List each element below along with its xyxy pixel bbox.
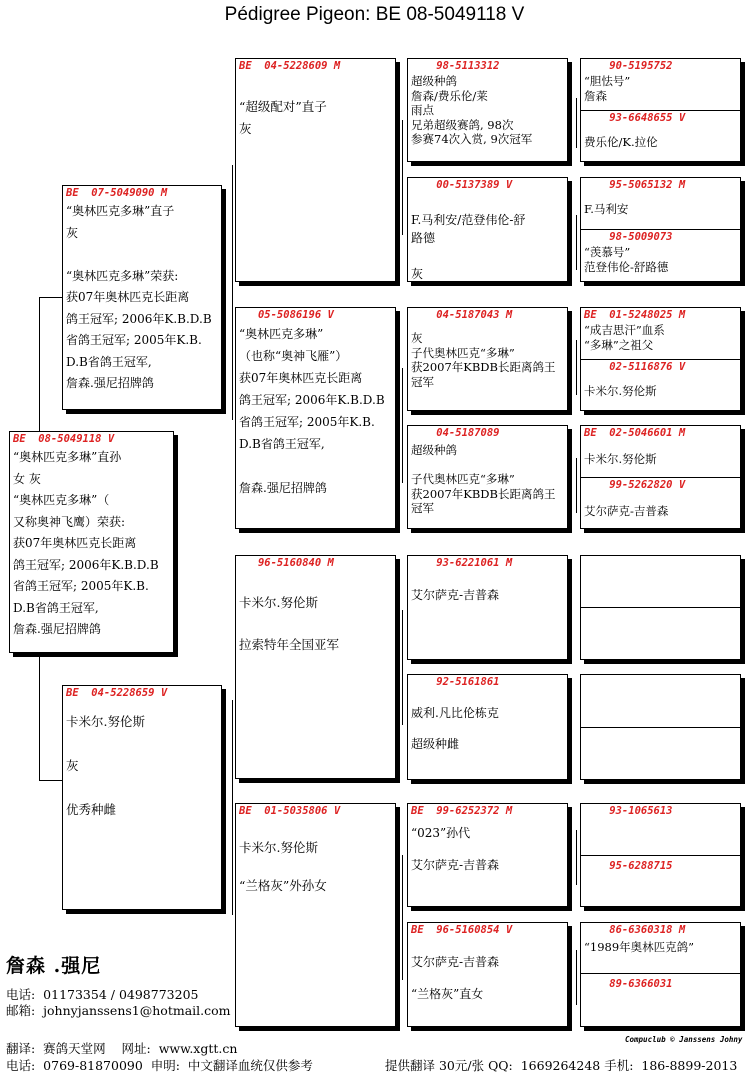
ring-number: 95-6288715 xyxy=(584,860,673,872)
gen5-lower-entry xyxy=(581,229,740,276)
grandparent-card xyxy=(235,307,396,529)
connector-line xyxy=(39,780,62,781)
ring-number: 02-5116876 V xyxy=(584,361,686,373)
pigeon-description: 艾尔萨克-吉普森 xyxy=(411,588,500,602)
ring-number: 96-5160840 M xyxy=(239,557,334,569)
great-grandparent-card xyxy=(407,922,568,1027)
ring-number: 98-5009073 xyxy=(584,231,673,243)
ring-number: 98-5113312 xyxy=(411,60,500,72)
ring-number: 93-6221061 M xyxy=(411,557,513,569)
pigeon-description: “奥林匹克多琳”直孙 女 灰 “奥林匹克多琳”（ 又称奥神飞鹰）荣获: 获07年奥林匹克长距离 鸽王冠军; 2006年K.B.D.B 省鸽王冠军; 2005年K.B. D.B省鸽王冠军, 詹森.强尼招牌鸽 xyxy=(13,450,159,636)
great-grandparent-card xyxy=(407,58,568,162)
pigeon-description: 艾尔萨克-吉普森 “兰格灰”直女 xyxy=(411,955,500,1001)
translation-credit: 翻译: 赛鸽天堂网 网址: www.xgtt.cn xyxy=(6,1041,238,1056)
pigeon-description: 卡米尔.努伦斯 xyxy=(584,384,657,398)
ring-number: 05-5086196 V xyxy=(239,309,334,321)
pigeon-description: “胆怯号” 詹森 xyxy=(584,74,631,103)
great-grandparent-card xyxy=(407,674,568,780)
connector-line xyxy=(576,830,577,885)
connector-line xyxy=(402,855,403,980)
grandparent-card xyxy=(235,555,396,779)
gen5-pair-card xyxy=(580,803,741,907)
great-grandparent-card xyxy=(407,177,568,282)
great-grandparent-card xyxy=(407,555,568,660)
ring-number: 00-5137389 V xyxy=(411,179,513,191)
gen5-pair-card xyxy=(580,177,741,282)
pigeon-description: 超级种鸽 詹森/费乐伦/莱 雨点 兄弟超级赛鸽, 98次 参赛74次入赏, 9次冠军 xyxy=(411,74,533,146)
gen5-pair-card xyxy=(580,58,741,162)
pigeon-description: 卡米尔.努伦斯 拉索特年全国亚军 xyxy=(239,595,340,652)
breeder-email: 邮箱: johnyjanssens1@hotmail.com xyxy=(6,1003,231,1018)
pigeon-description: “羡慕号” 范登伟伦-舒路德 xyxy=(584,245,669,274)
pigeon-description: 艾尔萨克-吉普森 xyxy=(584,504,669,518)
pigeon-description: 卡米尔.努伦斯 “兰格灰”外孙女 xyxy=(239,840,327,893)
connector-line xyxy=(402,120,403,235)
pigeon-description: F.马利安 xyxy=(584,202,629,216)
pigeon-description: 卡米尔.努伦斯 xyxy=(584,452,657,466)
gen5-lower-entry xyxy=(581,727,740,728)
pigeon-description: “1989年奥林匹克鸽” xyxy=(584,940,695,954)
sire-card xyxy=(62,185,222,410)
pigeon-description: “超级配对”直子 灰 xyxy=(239,99,327,136)
ring-number: BE 08-5049118 V xyxy=(13,433,115,445)
pigeon-description: F.马利安/范登伟伦-舒 路德 灰 xyxy=(411,213,526,281)
subject-card xyxy=(9,431,174,653)
pigeon-description: “奥林匹克多琳”直子 灰 “奥林匹克多琳”荣获: 获07年奥林匹克长距离 鸽王冠军; 2006年K.B.D.B 省鸽王冠军; 2005年K.B. D.B省鸽王冠军, 詹森.强尼招牌鸽 xyxy=(66,204,212,390)
pigeon-description: 超级种鸽 子代奥林匹克“多琳” 获2007年KBDB长距离鸽王 冠军 xyxy=(411,443,556,515)
pigeon-description: “成吉思汗”血系 “多琳”之祖父 xyxy=(584,323,665,352)
ring-number: 93-6648655 V xyxy=(584,112,686,124)
ring-number: BE 01-5035806 V xyxy=(239,805,341,817)
gen5-lower-entry xyxy=(581,477,740,519)
connector-line xyxy=(402,368,403,483)
ring-number: 92-5161861 xyxy=(411,676,500,688)
connector-line xyxy=(39,652,40,780)
pigeon-description: “奥林匹克多琳” （也称“奥神飞雁”） 获07年奥林匹克长距离 鸽王冠军; 2006年K.B.D.B 省鸽王冠军; 2005年K.B. D.B省鸽王冠军, 詹森.强尼招牌鸽 xyxy=(239,327,385,495)
ring-number: BE 02-5046601 M xyxy=(584,427,686,439)
connector-line xyxy=(232,165,233,420)
dam-card xyxy=(62,685,222,910)
gen5-lower-entry xyxy=(581,359,740,399)
grandparent-card xyxy=(235,803,396,1027)
page-title: Pédigree Pigeon: BE 08-5049118 V xyxy=(224,4,525,25)
breeder-phone: 电话: 01173354 / 0498773205 xyxy=(6,987,199,1002)
gen5-lower-entry xyxy=(581,973,740,991)
great-grandparent-card xyxy=(407,307,568,411)
pigeon-description: 灰 子代奥林匹克“多琳” 获2007年KBDB长距离鸽王 冠军 xyxy=(411,331,556,389)
translation-price: 提供翻译 30元/张 QQ: 1669264248 手机: 186-8899-2013 xyxy=(385,1058,738,1073)
ring-number: 04-5187089 xyxy=(411,427,500,439)
ring-number: 86-6360318 M xyxy=(584,924,686,936)
great-grandparent-card xyxy=(407,425,568,529)
ring-number: 90-5195752 xyxy=(584,60,673,72)
connector-line xyxy=(576,98,577,148)
connector-line xyxy=(576,458,577,513)
grandparent-card xyxy=(235,58,396,282)
connector-line xyxy=(39,297,62,298)
connector-line xyxy=(232,700,233,915)
ring-number: BE 96-5160854 V xyxy=(411,924,513,936)
connector-line xyxy=(402,610,403,725)
ring-number: BE 99-6252372 M xyxy=(411,805,513,817)
gen5-pair-card xyxy=(580,307,741,411)
ring-number: BE 04-5228659 V xyxy=(66,687,168,699)
gen5-pair-card xyxy=(580,555,741,660)
pigeon-description: “023”孙代 艾尔萨克-吉普森 xyxy=(411,826,500,872)
ring-number: 99-5262820 V xyxy=(584,479,686,491)
software-credit: Compuclub © Janssens Johny xyxy=(625,1035,743,1044)
connector-line xyxy=(576,340,577,395)
pigeon-description: 费乐伦/K.拉伦 xyxy=(584,135,658,149)
gen5-pair-card xyxy=(580,674,741,780)
ring-number: 04-5187043 M xyxy=(411,309,513,321)
ring-number: 89-6366031 xyxy=(584,978,673,990)
connector-line xyxy=(39,297,40,432)
ring-number: BE 04-5228609 M xyxy=(239,60,341,72)
gen5-lower-entry xyxy=(581,110,740,150)
gen5-lower-entry xyxy=(581,607,740,608)
connector-line xyxy=(576,950,577,1005)
ring-number: BE 07-5049090 M xyxy=(66,187,168,199)
gen5-lower-entry xyxy=(581,855,740,873)
pigeon-description: 威利.凡比伦栋克 超级种雌 xyxy=(411,705,499,751)
connector-line xyxy=(576,215,577,270)
pigeon-description: 卡米尔.努伦斯 灰 优秀种雌 xyxy=(66,714,145,817)
gen5-pair-card xyxy=(580,425,741,529)
ring-number: BE 01-5248025 M xyxy=(584,309,686,321)
translation-contact: 电话: 0769-81870090 申明: 中文翻译血统仅供参考 xyxy=(6,1058,313,1073)
gen5-pair-card xyxy=(580,922,741,1027)
ring-number: 93-1065613 xyxy=(584,805,673,817)
breeder-name: 詹森 .强尼 xyxy=(6,955,102,977)
ring-number: 95-5065132 M xyxy=(584,179,686,191)
great-grandparent-card xyxy=(407,803,568,907)
